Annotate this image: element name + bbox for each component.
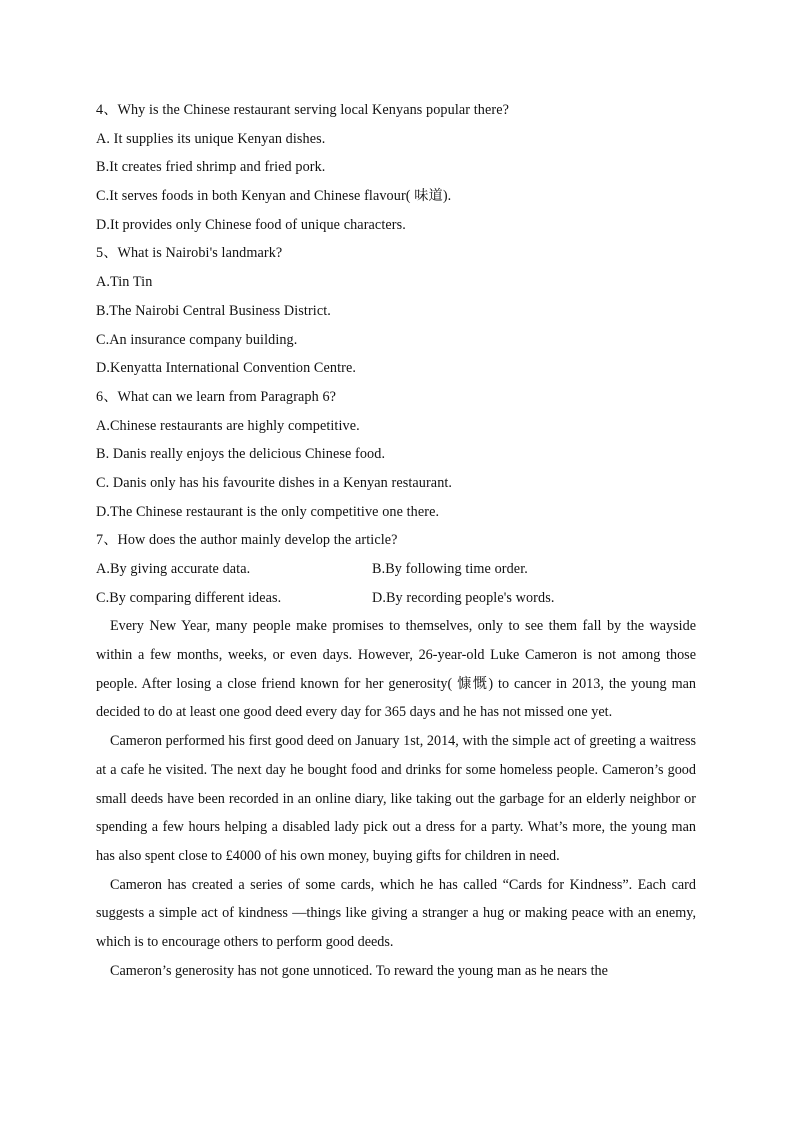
question-stem: 6、What can we learn from Paragraph 6? — [96, 388, 337, 405]
passage-paragraph: Cameron’s generosity has not gone unnoticed. To reward the young man as he nears the — [110, 962, 608, 979]
option-a: A.By giving accurate data. — [96, 561, 251, 577]
passage-paragraph: Every New Year, many people make promises to themselves, only to see them fall by the wayside within a few months, weeks, or even days. However, 26-year-old Luke Cameron is not among those people. After losing a close friend known for her generosity( 慷慨) to cancer in 2013, the young man decided to do at least one good deed every day for 365 days and he has not missed one yet. — [96, 618, 696, 721]
option-d: D.By recording people's words. — [372, 589, 555, 606]
question-stem: 7、How does the author mainly develop the article? — [96, 532, 398, 549]
option-a: A.Chinese restaurants are highly competitive. — [96, 417, 360, 434]
option-d: D.It provides only Chinese food of unique characters. — [96, 216, 406, 233]
option-b: B.By following time order. — [372, 561, 528, 577]
option-b: B. Danis really enjoys the delicious Chinese food. — [96, 446, 386, 463]
option-c: C.An insurance company building. — [96, 331, 298, 348]
option-a: A.Tin Tin — [96, 274, 153, 291]
option-row — [96, 584, 696, 613]
option-c: C.It serves foods in both Kenyan and Chinese flavour( 味道). — [96, 188, 452, 205]
question-stem: 4、Why is the Chinese restaurant serving local Kenyans popular there? — [96, 102, 509, 118]
option-c: C. Danis only has his favourite dishes in a Kenyan restaurant. — [96, 474, 453, 491]
question-stem: 5、What is Nairobi's landmark? — [96, 245, 283, 262]
option-d: D.The Chinese restaurant is the only competitive one there. — [96, 503, 440, 520]
option-row — [96, 555, 696, 584]
document-page — [96, 96, 696, 986]
option-a: A. It supplies its unique Kenyan dishes. — [96, 130, 326, 147]
passage-paragraph: Cameron has created a series of some cards, which he has called “Cards for Kindness”. Each card suggests a simple act of kindness —things like giving a stranger a hug or making peace with an enemy, which is to encourage others to perform good deeds. — [96, 876, 696, 951]
option-b: B.The Nairobi Central Business District. — [96, 302, 331, 319]
passage-paragraph: Cameron performed his first good deed on January 1st, 2014, with the simple act of greeting a waitress at a cafe he visited. The next day he bought food and drinks for some homeless people. Cameron’s good small deeds have been recorded in an online diary, like taking out the garbage for an elderly neighbor or spending a few hours helping a disabled lady pick out a dress for a party. What’s more, the young man has also spent close to £4000 of his own money, buying gifts for children in need. — [96, 733, 696, 864]
option-b: B.It creates fried shrimp and fried pork. — [96, 159, 326, 176]
option-c: C.By comparing different ideas. — [96, 589, 282, 606]
option-d: D.Kenyatta International Convention Centre. — [96, 360, 356, 377]
